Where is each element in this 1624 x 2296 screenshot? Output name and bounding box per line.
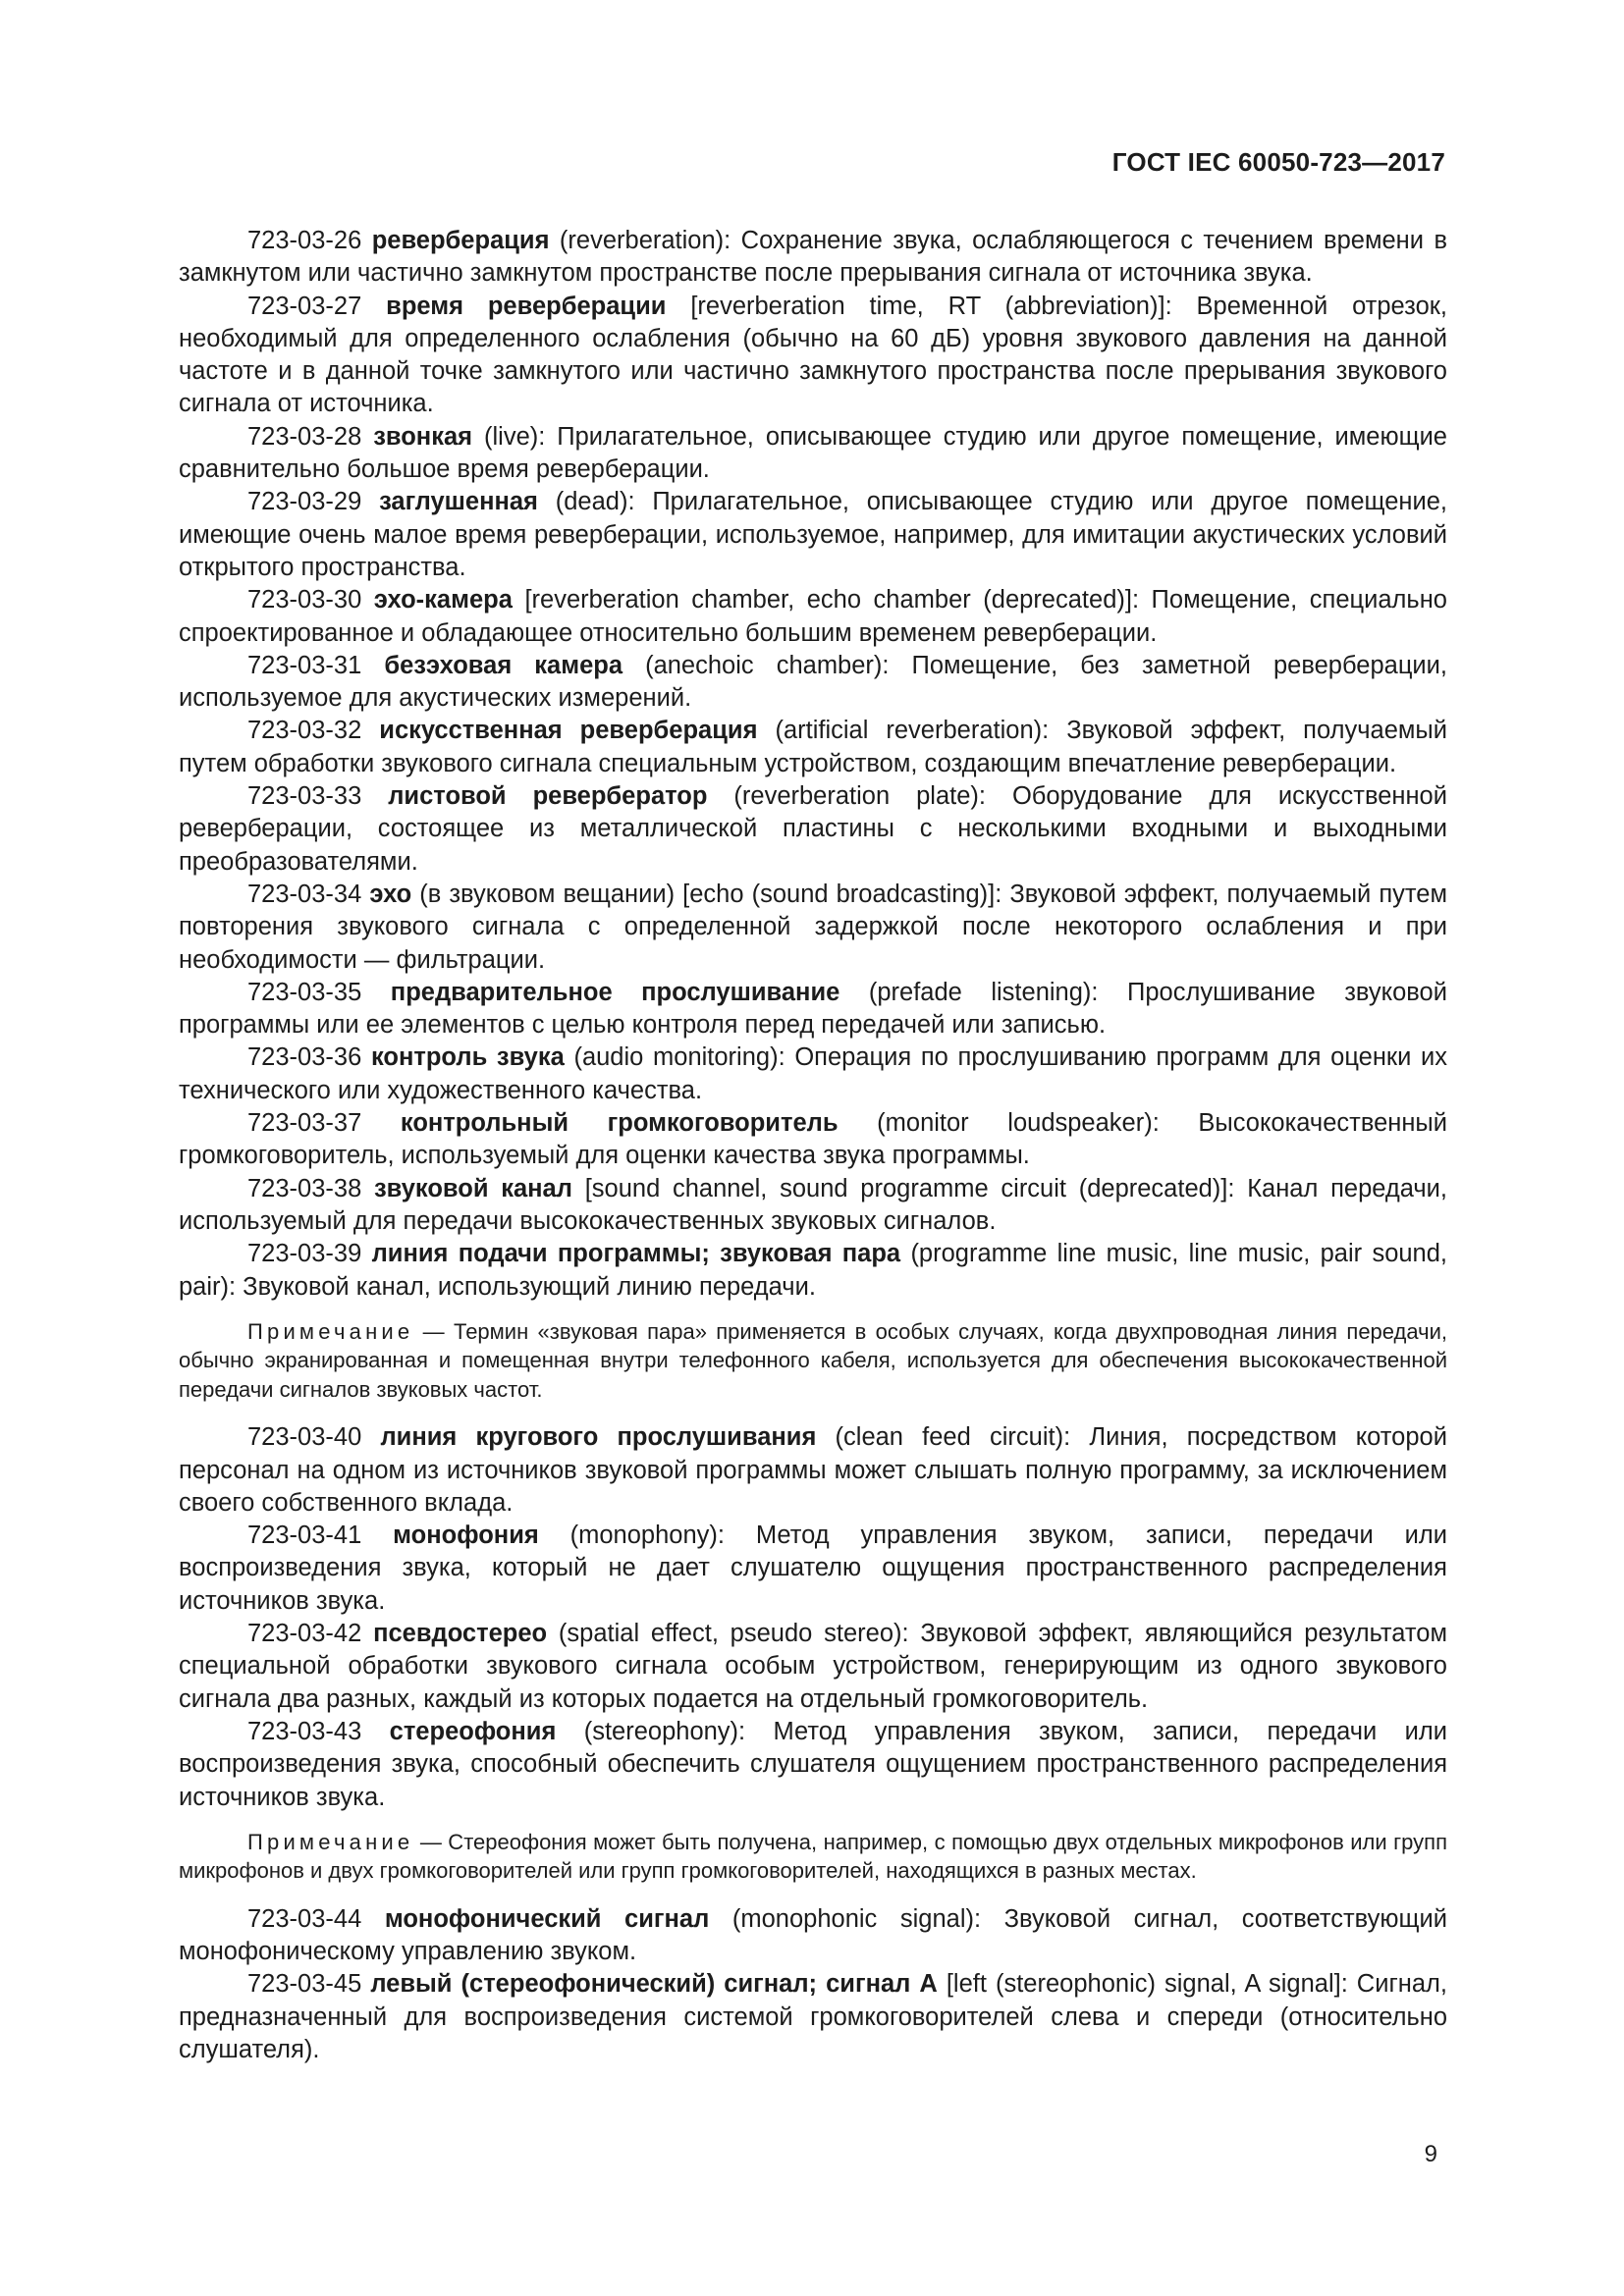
term-entry xyxy=(179,1968,1447,2066)
term-entry xyxy=(179,1618,1447,1716)
term-number: 723-03-29 xyxy=(247,488,362,516)
term-entry xyxy=(179,1716,1447,1814)
term-number: 723-03-35 xyxy=(247,978,362,1006)
term-entry xyxy=(179,421,1447,487)
term-entry xyxy=(179,1041,1447,1107)
term-number: 723-03-45 xyxy=(247,1970,362,1999)
term-entry xyxy=(179,584,1447,650)
term-name: заглушенная xyxy=(379,488,538,516)
term-definition: (в звуковом вещании) [echo (sound broadcasting)]: Звуковой эффект, получаемый путем повторения звукового сигнала с определенной задержкой после некоторого ослабления и при необходимости — фильтрации. xyxy=(179,880,1447,974)
term-number: 723-03-33 xyxy=(247,782,362,811)
note-label: Примечание xyxy=(247,1829,414,1854)
term-definition: (dead): Прилагательное, описывающее студию или другое помещение, имеющие очень малое время реверберации, используемое, например, для имитации акустических условий открытого пространства. xyxy=(179,488,1447,581)
term-definition: [sound channel, sound programme circuit (deprecated)]: Канал передачи, используемый для передачи высококачественных звуковых сигналов. xyxy=(179,1174,1447,1235)
term-definition: (stereophony): Метод управления звуком, записи, передачи или воспроизведения звука, способный обеспечить слушателя ощущением пространственного распределения источников звука. xyxy=(179,1717,1447,1811)
term-number: 723-03-43 xyxy=(247,1717,362,1745)
term-definition: (clean feed circuit): Линия, посредством которой персонал на одном из источников звуковой программы может слышать полную программу, за исключением своего собственного вклада. xyxy=(179,1423,1447,1517)
term-entry xyxy=(179,879,1447,977)
term-number: 723-03-32 xyxy=(247,717,362,745)
term-definition: (anechoic chamber): Помещение, без заметной реверберации, используемое для акустических измерений. xyxy=(179,651,1447,713)
note-text: — Стереофония может быть получена, например, с помощью двух отдельных микрофонов или групп микрофонов и двух громкоговорителей или групп громкоговорителей, находящихся в разных местах. xyxy=(179,1829,1447,1884)
term-entry xyxy=(179,1520,1447,1618)
term-definition: (programme line music, line music, pair sound, pair): Звуковой канал, использующий линию передачи. xyxy=(179,1240,1447,1301)
term-number: 723-03-30 xyxy=(247,586,362,614)
term-entry xyxy=(179,291,1447,421)
term-number: 723-03-42 xyxy=(247,1620,362,1648)
term-definition: (prefade listening): Прослушивание звуковой программы или ее элементов с целью контроля перед передачей или записью. xyxy=(179,978,1447,1040)
term-name: листовой ревербератор xyxy=(388,782,708,811)
term-definition: (reverberation plate): Оборудование для искусственной реверберации, состоящее из металлической пластины с несколькими входными и выходными преобразователями. xyxy=(179,782,1447,876)
term-name: левый (стереофонический) сигнал; сигнал А xyxy=(370,1970,938,1999)
term-definition: (artificial reverberation): Звуковой эффект, получаемый путем обработки звукового сигнала специальным устройством, создающим впечатление реверберации. xyxy=(179,717,1447,777)
term-entry xyxy=(179,1238,1447,1304)
term-name: безэховая камера xyxy=(384,651,623,679)
term-definition: (monitor loudspeaker): Высококачественный громкоговоритель, используемый для оценки качества звука программы. xyxy=(179,1109,1448,1170)
term-definition: [left (stereophonic) signal, A signal]: Сигнал, предназначенный для воспроизведения системой громкоговорителей слева и спереди (относительно слушателя). xyxy=(179,1970,1447,2064)
term-number: 723-03-41 xyxy=(247,1522,362,1550)
note xyxy=(179,1317,1447,1405)
term-name: монофония xyxy=(393,1522,539,1550)
term-number: 723-03-40 xyxy=(247,1423,362,1452)
term-entry xyxy=(179,977,1447,1042)
document-header: ГОСТ IEC 60050-723—2017 xyxy=(1111,147,1445,177)
term-number: 723-03-26 xyxy=(247,227,362,254)
term-entry xyxy=(179,486,1447,584)
note-label: Примечание xyxy=(247,1318,414,1344)
term-name: псевдостерео xyxy=(373,1620,548,1648)
term-number: 723-03-34 xyxy=(247,880,362,908)
term-entry xyxy=(179,1107,1447,1173)
term-entry xyxy=(179,715,1447,780)
term-name: стереофония xyxy=(389,1717,557,1745)
term-number: 723-03-36 xyxy=(247,1043,362,1072)
term-definition: (monophonic signal): Звуковой сигнал, соответствующий монофоническому управлению звуком. xyxy=(179,1904,1447,1966)
term-name: предварительное прослушивание xyxy=(390,978,840,1006)
term-definition: [reverberation time, RT (abbreviation)]: Временной отрезок, необходимый для определенного ослабления (обычно на 60 дБ) уровня звукового давления на данной частоте и в данной точке замкнутого или частично замкнутого пространства после прерывания звукового сигнала от источника. xyxy=(179,292,1447,418)
term-entry xyxy=(179,1173,1447,1239)
term-name: реверберация xyxy=(371,227,550,254)
term-number: 723-03-39 xyxy=(247,1240,362,1268)
term-name: время реверберации xyxy=(386,292,667,320)
document-body xyxy=(179,225,1447,2066)
term-entry xyxy=(179,225,1447,291)
term-name: линия кругового прослушивания xyxy=(380,1423,817,1452)
note-text: — Термин «звуковая пара» применяется в особых случаях, когда двухпроводная линия передачи, обычно экранированная и помещенная внутри телефонного кабеля, используется для обеспечения высококачественной передачи сигналов звуковых частот. xyxy=(179,1318,1447,1402)
term-number: 723-03-27 xyxy=(247,292,362,320)
term-number: 723-03-28 xyxy=(247,422,362,451)
term-name: линия подачи программы; звуковая пара xyxy=(371,1240,901,1268)
term-number: 723-03-37 xyxy=(247,1109,362,1138)
term-number: 723-03-44 xyxy=(247,1904,362,1933)
term-entry xyxy=(179,650,1447,716)
term-name: контроль звука xyxy=(370,1043,565,1072)
term-name: звонкая xyxy=(373,422,473,451)
term-name: монофонический сигнал xyxy=(384,1904,710,1933)
term-name: звуковой канал xyxy=(374,1174,572,1202)
term-definition: (reverberation): Сохранение звука, ослабляющегося с течением времени в замкнутом или частично замкнутом пространстве после прерывания сигнала от источника звука. xyxy=(179,227,1447,288)
term-entry xyxy=(179,780,1447,879)
term-number: 723-03-31 xyxy=(247,651,362,679)
page-number: 9 xyxy=(1424,2141,1437,2167)
note xyxy=(179,1828,1447,1886)
term-name: искусственная реверберация xyxy=(379,717,758,745)
term-name: контрольный громкоговоритель xyxy=(400,1109,839,1138)
term-entry xyxy=(179,1903,1447,1969)
term-definition: [reverberation chamber, echo chamber (deprecated)]: Помещение, специально спроектированное и обладающее относительно большим временем реверберации. xyxy=(179,586,1447,647)
term-definition: (spatial effect, pseudo stereo): Звуковой эффект, являющийся результатом специальной обработки звукового сигнала особым устройством, генерирующим из одного звукового сигнала два разных, каждый из которых подается на отдельный громкоговоритель. xyxy=(179,1620,1447,1713)
term-definition: (monophony): Метод управления звуком, записи, передачи или воспроизведения звука, который не дает слушателю ощущения пространственного распределения источников звука. xyxy=(179,1522,1447,1615)
term-definition: (live): Прилагательное, описывающее студию или другое помещение, имеющие сравнительно большое время реверберации. xyxy=(179,422,1447,484)
term-name: эхо-камера xyxy=(373,586,513,614)
term-number: 723-03-38 xyxy=(247,1174,362,1202)
term-entry xyxy=(179,1421,1447,1520)
term-definition: (audio monitoring): Операция по прослушиванию программ для оценки их технического или художественного качества. xyxy=(179,1043,1447,1104)
term-name: эхо xyxy=(369,880,412,908)
